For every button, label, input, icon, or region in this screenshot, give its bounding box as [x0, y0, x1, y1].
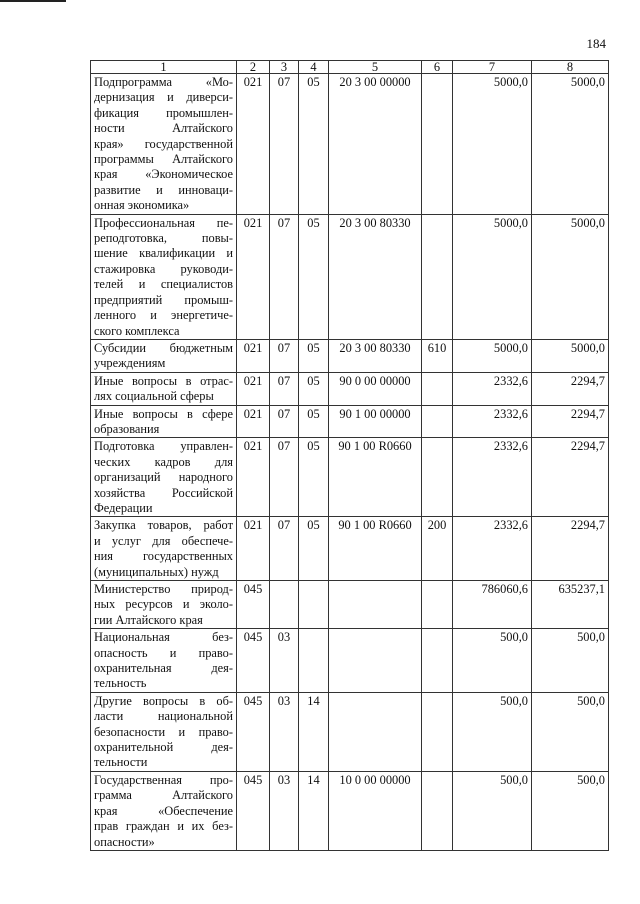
header-col-7: 7: [453, 61, 532, 74]
row-name-line: Закупка товаров, работ: [94, 518, 233, 533]
row-name-line: программы Алтайского: [94, 152, 233, 167]
row-section-code: 03: [270, 629, 299, 693]
table-row: [91, 581, 609, 629]
row-name-line: Национальная без-: [94, 630, 233, 645]
row-name-line: тельность: [94, 676, 147, 691]
row-expense-type: [422, 771, 453, 850]
row-target-article: 90 0 00 00000: [329, 372, 422, 405]
row-name-line: фикация промышлен-: [94, 105, 233, 120]
table-header-row: [91, 61, 609, 74]
row-name-line: образования: [94, 421, 160, 436]
row-section-code: 07: [270, 339, 299, 372]
row-amount-col8: 500,0: [532, 629, 609, 693]
table-row: [91, 771, 609, 850]
row-name-cell: [91, 692, 237, 771]
row-expense-type: [422, 214, 453, 339]
row-subsection-code: [299, 581, 329, 629]
header-col-3: 3: [270, 61, 299, 74]
row-section-code: 03: [270, 771, 299, 850]
row-name-cell: [91, 372, 237, 405]
table-row: [91, 214, 609, 339]
row-name-cell: [91, 517, 237, 581]
row-section-code: 07: [270, 74, 299, 215]
row-name-cell: [91, 214, 237, 339]
row-name-line: реподготовка, повы-: [94, 231, 233, 246]
row-target-article: 90 1 00 00000: [329, 405, 422, 438]
row-name-line: лях социальной сферы: [94, 389, 214, 404]
row-section-code: 07: [270, 405, 299, 438]
row-name-line: прав граждан и их без-: [94, 819, 233, 834]
row-name-line: стажировка руководи-: [94, 261, 233, 276]
row-name-line: (муниципальных) нужд: [94, 564, 219, 579]
row-subsection-code: 05: [299, 339, 329, 372]
row-name-line: развитие и инноваци-: [94, 182, 233, 197]
row-target-article: 90 1 00 R0660: [329, 438, 422, 517]
row-amount-col7: 2332,6: [453, 372, 532, 405]
row-name-line: Подпрограмма «Мо-: [94, 75, 233, 89]
row-ministry-code: 045: [237, 771, 270, 850]
row-amount-col8: 2294,7: [532, 438, 609, 517]
header-col-1: 1: [91, 61, 237, 74]
row-amount-col7: 2332,6: [453, 438, 532, 517]
row-section-code: 07: [270, 372, 299, 405]
table-row: [91, 692, 609, 771]
row-name-line: охранительной дея-: [94, 740, 233, 755]
row-target-article: 10 0 00 00000: [329, 771, 422, 850]
row-target-article: 90 1 00 R0660: [329, 517, 422, 581]
row-target-article: [329, 629, 422, 693]
row-amount-col8: 5000,0: [532, 74, 609, 215]
row-amount-col8: 5000,0: [532, 214, 609, 339]
header-col-6: 6: [422, 61, 453, 74]
row-section-code: 03: [270, 692, 299, 771]
row-target-article: [329, 692, 422, 771]
row-name-line: предприятий промыш-: [94, 292, 233, 307]
table-body: [91, 74, 609, 851]
row-subsection-code: 05: [299, 405, 329, 438]
table-row: [91, 372, 609, 405]
row-name-cell: [91, 771, 237, 850]
row-name-line: ленного и энергетиче-: [94, 308, 233, 323]
row-ministry-code: 021: [237, 74, 270, 215]
row-name-line: края» государственной: [94, 136, 233, 151]
row-name-line: ческих кадров для: [94, 454, 233, 469]
row-name-line: Федерации: [94, 500, 153, 515]
row-name-cell: [91, 438, 237, 517]
row-expense-type: [422, 438, 453, 517]
row-subsection-code: 05: [299, 74, 329, 215]
row-subsection-code: [299, 629, 329, 693]
row-expense-type: [422, 692, 453, 771]
row-name-line: Государственная про-: [94, 772, 233, 787]
row-amount-col7: 5000,0: [453, 214, 532, 339]
row-name-line: дернизация и диверси-: [94, 90, 233, 105]
row-name-line: Министерство природ-: [94, 582, 233, 596]
row-subsection-code: 14: [299, 692, 329, 771]
row-name-line: и услуг для обеспече-: [94, 533, 233, 548]
row-name-line: Иные вопросы в сфере: [94, 406, 233, 421]
top-rule: [0, 0, 66, 2]
row-name-line: безопасности и право-: [94, 724, 233, 739]
row-name-line: шение квалификации и: [94, 246, 233, 261]
table-row: [91, 405, 609, 438]
row-ministry-code: 045: [237, 629, 270, 693]
row-amount-col8: 2294,7: [532, 372, 609, 405]
row-name-line: телей и специалистов: [94, 277, 233, 292]
row-name-line: опасность и право-: [94, 645, 233, 660]
table-row: [91, 339, 609, 372]
row-expense-type: [422, 74, 453, 215]
row-ministry-code: 021: [237, 214, 270, 339]
row-name-line: грамма Алтайского: [94, 788, 233, 803]
row-expense-type: [422, 581, 453, 629]
row-subsection-code: 05: [299, 438, 329, 517]
table-row: [91, 438, 609, 517]
row-section-code: [270, 581, 299, 629]
table-row: [91, 74, 609, 215]
table-row: [91, 629, 609, 693]
row-target-article: [329, 581, 422, 629]
row-ministry-code: 021: [237, 339, 270, 372]
row-ministry-code: 021: [237, 517, 270, 581]
row-amount-col8: 635237,1: [532, 581, 609, 629]
row-name-line: края «Обеспечение: [94, 803, 233, 818]
row-name-cell: [91, 74, 237, 215]
row-name-line: ния государственных: [94, 549, 233, 564]
row-name-cell: [91, 339, 237, 372]
row-amount-col8: 500,0: [532, 771, 609, 850]
row-name-line: опасности»: [94, 834, 155, 849]
row-name-line: ности Алтайского: [94, 121, 233, 136]
header-col-5: 5: [329, 61, 422, 74]
row-target-article: 20 3 00 80330: [329, 214, 422, 339]
row-name-line: Профессиональная пе-: [94, 215, 233, 230]
row-ministry-code: 045: [237, 692, 270, 771]
header-col-4: 4: [299, 61, 329, 74]
row-name-line: учреждениям: [94, 356, 166, 371]
row-amount-col8: 500,0: [532, 692, 609, 771]
row-amount-col7: 500,0: [453, 692, 532, 771]
row-target-article: 20 3 00 80330: [329, 339, 422, 372]
row-subsection-code: 14: [299, 771, 329, 850]
row-expense-type: 610: [422, 339, 453, 372]
row-name-cell: [91, 405, 237, 438]
row-name-cell: [91, 581, 237, 629]
row-name-line: ных ресурсов и эколо-: [94, 597, 233, 612]
row-ministry-code: 045: [237, 581, 270, 629]
row-expense-type: 200: [422, 517, 453, 581]
row-ministry-code: 021: [237, 405, 270, 438]
row-amount-col7: 786060,6: [453, 581, 532, 629]
row-name-line: тельности: [94, 755, 148, 770]
row-section-code: 07: [270, 438, 299, 517]
row-section-code: 07: [270, 214, 299, 339]
row-expense-type: [422, 405, 453, 438]
row-expense-type: [422, 629, 453, 693]
table-row: [91, 517, 609, 581]
row-name-cell: [91, 629, 237, 693]
row-name-line: охранительная дея-: [94, 661, 233, 676]
row-name-line: Иные вопросы в отрас-: [94, 373, 233, 388]
row-name-line: ского комплекса: [94, 323, 180, 338]
row-amount-col7: 2332,6: [453, 405, 532, 438]
row-amount-col7: 500,0: [453, 771, 532, 850]
row-section-code: 07: [270, 517, 299, 581]
row-subsection-code: 05: [299, 517, 329, 581]
row-name-line: края «Экономическое: [94, 167, 233, 182]
row-subsection-code: 05: [299, 214, 329, 339]
row-amount-col7: 5000,0: [453, 339, 532, 372]
row-name-line: Подготовка управлен-: [94, 439, 233, 454]
row-amount-col7: 2332,6: [453, 517, 532, 581]
row-target-article: 20 3 00 00000: [329, 74, 422, 215]
row-name-line: ласти национальной: [94, 709, 233, 724]
row-amount-col7: 5000,0: [453, 74, 532, 215]
row-name-line: онная экономика»: [94, 198, 190, 213]
row-ministry-code: 021: [237, 372, 270, 405]
row-name-line: гии Алтайского края: [94, 612, 203, 627]
row-name-line: Другие вопросы в об-: [94, 693, 233, 708]
row-name-line: Субсидии бюджетным: [94, 340, 233, 355]
row-expense-type: [422, 372, 453, 405]
row-amount-col7: 500,0: [453, 629, 532, 693]
row-name-line: организаций народного: [94, 470, 233, 485]
header-col-2: 2: [237, 61, 270, 74]
row-amount-col8: 5000,0: [532, 339, 609, 372]
row-name-line: хозяйства Российской: [94, 485, 233, 500]
row-amount-col8: 2294,7: [532, 517, 609, 581]
row-subsection-code: 05: [299, 372, 329, 405]
row-ministry-code: 021: [237, 438, 270, 517]
row-amount-col8: 2294,7: [532, 405, 609, 438]
budget-table: [90, 60, 609, 851]
header-col-8: 8: [532, 61, 609, 74]
page-number: 184: [586, 36, 606, 51]
